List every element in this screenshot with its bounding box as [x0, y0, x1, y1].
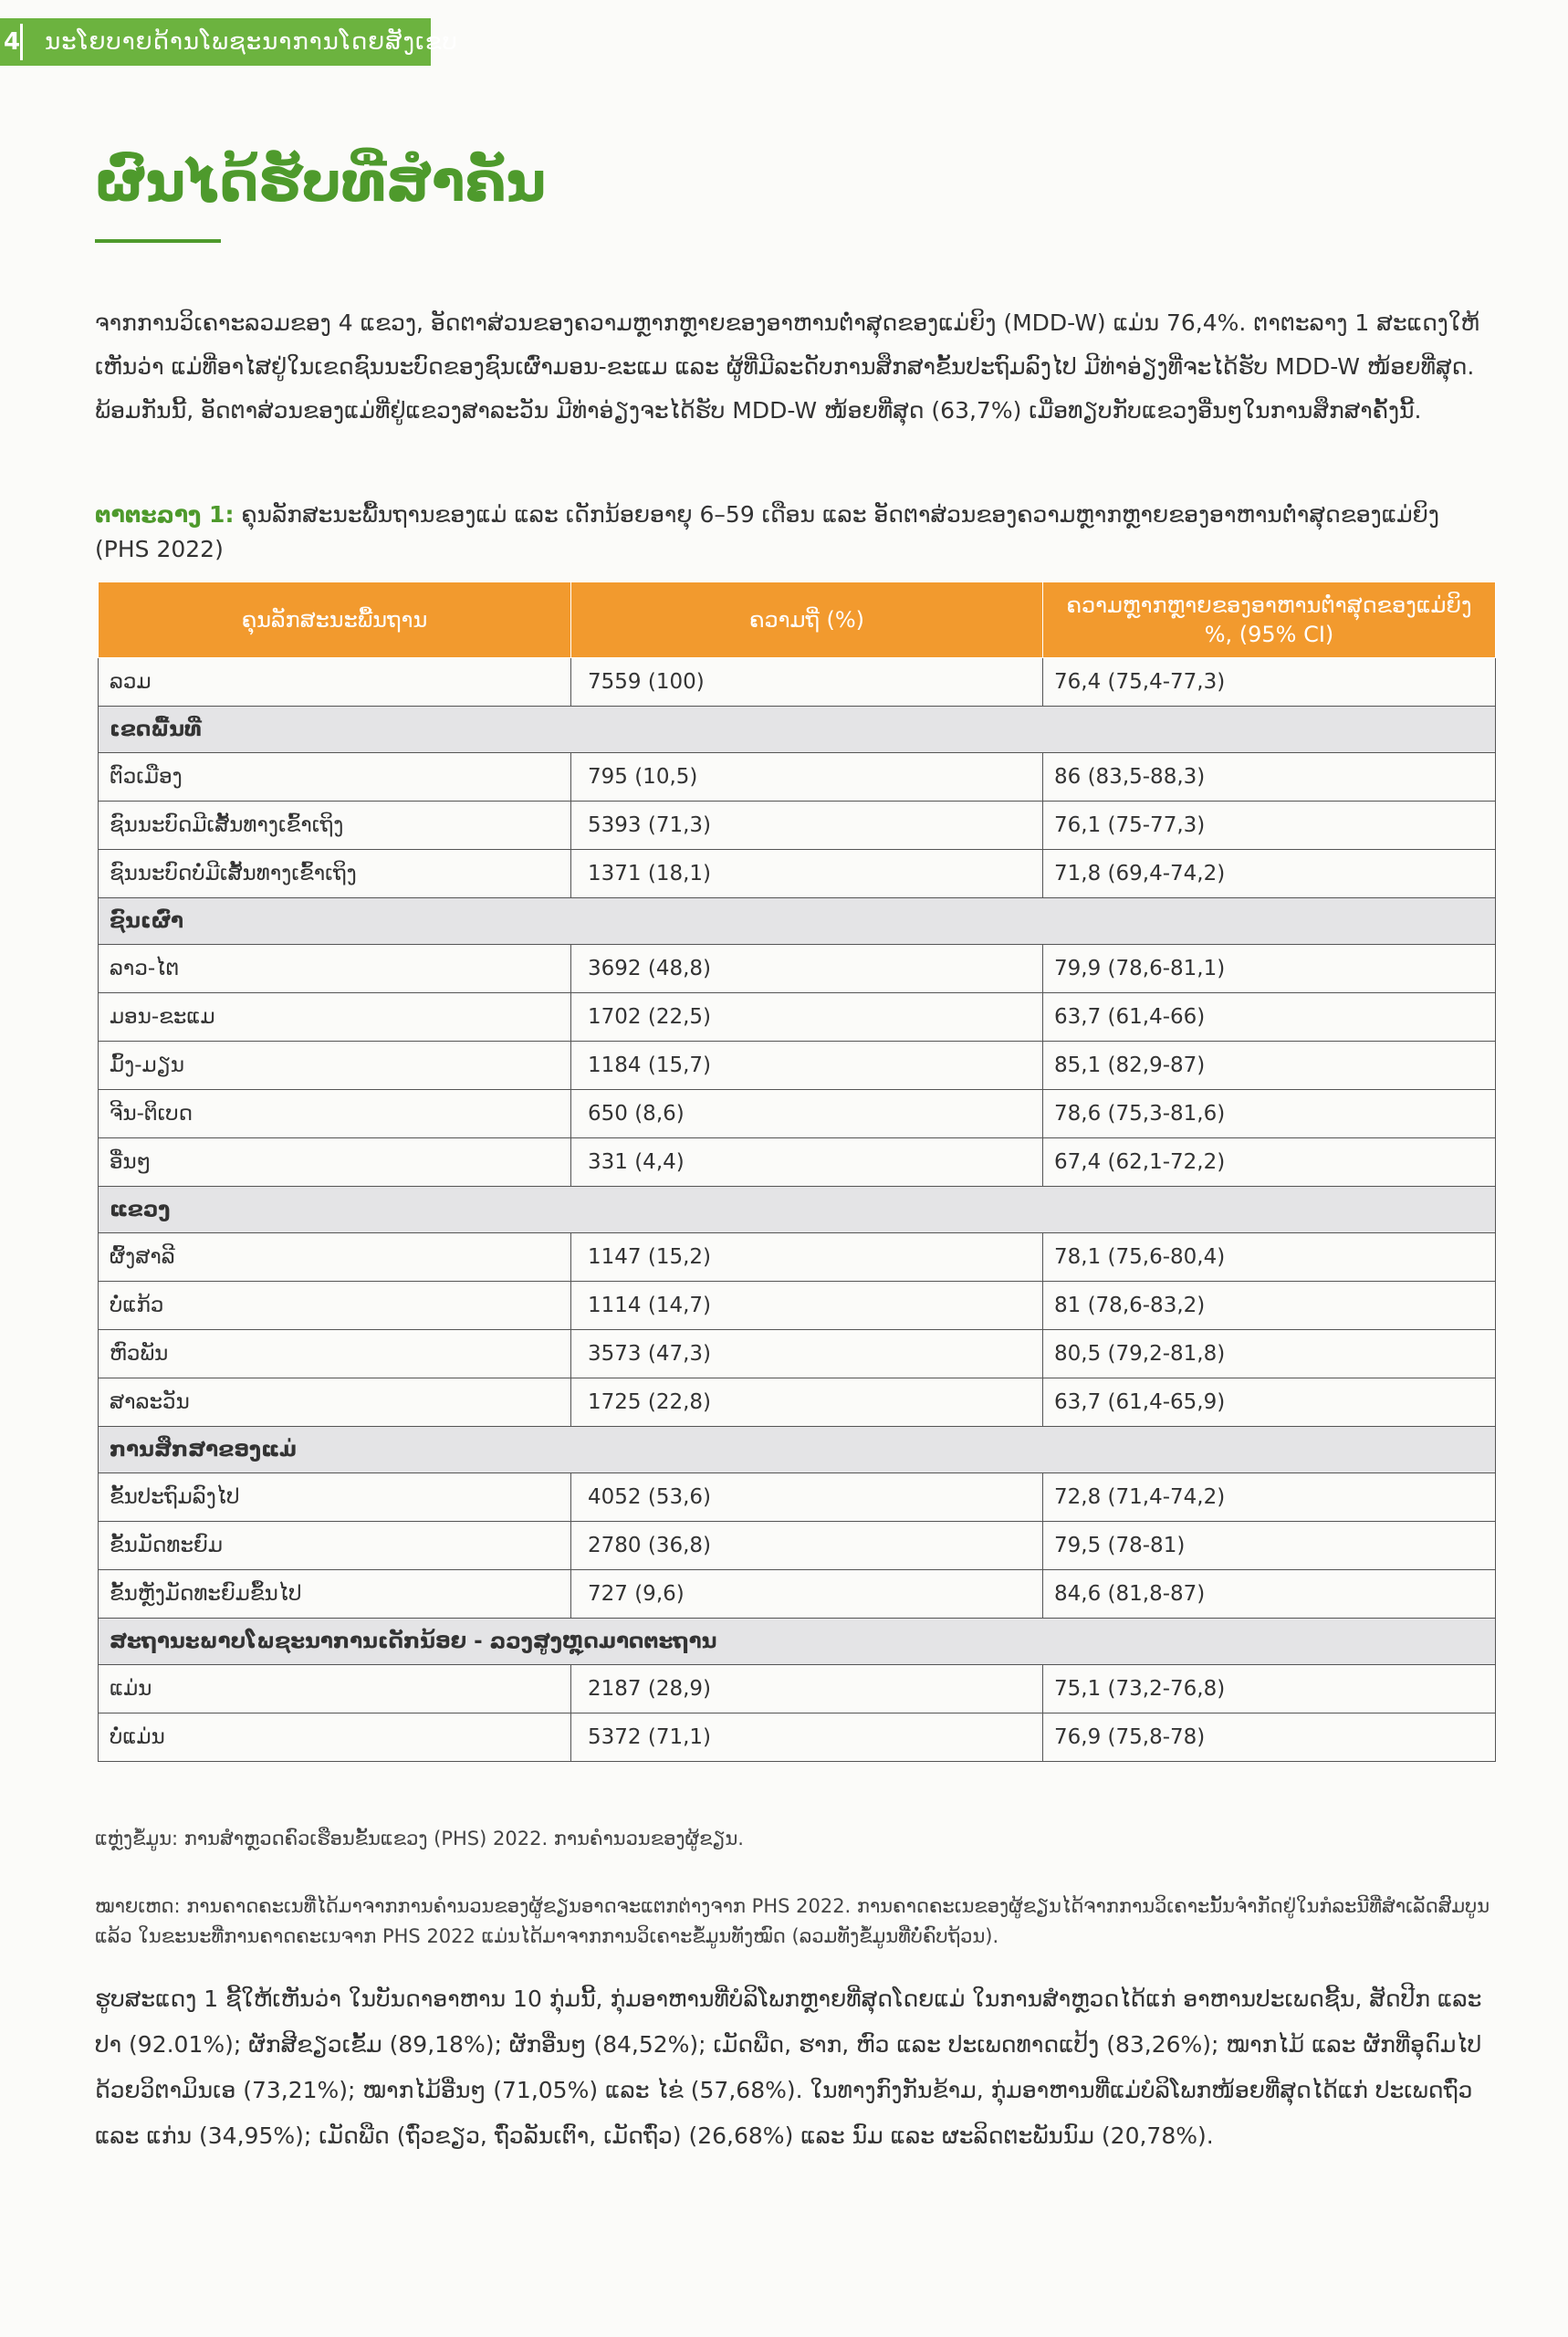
cell-mddw: 72,8 (71,4-74,2): [1043, 1473, 1496, 1522]
cell-characteristic: ຊົນນະບົດມີເສັ້ນທາງເຂົ້າເຖິງ: [99, 802, 571, 850]
cell-characteristic: ມົ້ງ-ມຽນ: [99, 1042, 571, 1090]
cell-mddw: 76,9 (75,8-78): [1043, 1713, 1496, 1762]
body-paragraph-2: ຮູບສະແດງ 1 ຊີ້ໃຫ້ເຫັນວ່າ ໃນບັນດາອາຫານ 10 ກຸ່ມນີ້, ກຸ່ມອາຫານທີ່ບໍລິໂພກຫຼາຍທີ່ສຸດໂດຍແມ່ ໃນການສຳຫຼວດໄດ້ແກ່ ອາຫານປະເພດຊີ້ນ, ສັດປີກ ແລະ ປາ (92.01%); ຜັກສີຂຽວເຂັ້ມ (89,18%); ຜັກອື່ນໆ (84,52%); ເມັດພືດ, ຮາກ, ຫົວ ແລະ ປະເພດທາດແປ້ງ (83,26%); ໝາກໄມ້ ແລະ ຜັກທີ່ອຸດົມໄປດ້ວຍວິຕາມິນເອ (73,21%); ໝາກໄມ້ອື່ນໆ (71,05%) ແລະ ໄຂ່ (57,68%). ໃນທາງກົງກັນຂ້າມ, ກຸ່ມອາຫານທີ່ແມ່ບໍລິໂພກໜ້ອຍທີ່ສຸດໄດ້ແກ່ ປະເພດຖົ່ວ ແລະ ແກ່ນ (34,95%); ເມັດພືດ (ຖົ່ວຂຽວ, ຖົ່ວລັນເຕົາ, ເມັດຖົ່ວ) (26,68%) ແລະ ນົມ ແລະ ຜະລິດຕະພັນນົມ (20,78%).: [95, 1986, 1482, 2149]
table-caption-label: ຕາຕະລາງ 1:: [95, 501, 235, 528]
cell-characteristic: ບໍ່ແກ້ວ: [99, 1282, 571, 1330]
cell-frequency: 5372 (71,1): [571, 1713, 1043, 1762]
title-underline: [95, 239, 221, 243]
cell-characteristic: ສາລະວັນ: [99, 1378, 571, 1427]
cell-mddw: 76,1 (75-77,3): [1043, 802, 1496, 850]
table-section-row: [99, 1619, 1496, 1665]
table-row: [99, 1233, 1496, 1282]
table-section-row: [99, 898, 1496, 945]
table-row: [99, 945, 1496, 993]
cell-frequency: 7559 (100): [571, 658, 1043, 707]
table-section-row: [99, 1187, 1496, 1233]
table-row: [99, 802, 1496, 850]
data-table: [98, 582, 1496, 1762]
cell-mddw: 76,4 (75,4-77,3): [1043, 658, 1496, 707]
cell-frequency: 4052 (53,6): [571, 1473, 1043, 1522]
cell-characteristic: ແມ່ນ: [99, 1665, 571, 1713]
table-row: [99, 1282, 1496, 1330]
intro-paragraph: ຈາກການວິເຄາະລວມຂອງ 4 ແຂວງ, ອັດຕາສ່ວນຂອງຄວາມຫຼາກຫຼາຍຂອງອາຫານຕ່ຳສຸດຂອງແມ່ຍິງ (MDD-W) ແມ່ນ 76,4%. ຕາຕະລາງ 1 ສະແດງໃຫ້ເຫັນວ່າ ແມ່ທີ່ອາໄສຢູ່ໃນເຂດຊົນນະບົດຂອງຊົນເຜົ່າມອນ-ຂະແມ ແລະ ຜູ້ທີ່ມີລະດັບການສຶກສາຂັ້ນປະຖົມລົງໄປ ມີທ່າອ່ຽງທີ່ຈະໄດ້ຮັບ MDD-W ໜ້ອຍທີ່ສຸດ. ພ້ອມກັນນີ້, ອັດຕາສ່ວນຂອງແມ່ທີ່ຢູ່ແຂວງສາລະວັນ ມີທ່າອ່ຽງຈະໄດ້ຮັບ MDD-W ໜ້ອຍທີ່ສຸດ (63,7%) ເມື່ອທຽບກັບແຂວງອື່ນໆໃນການສຶກສາຄັ້ງນີ້.: [95, 309, 1480, 424]
cell-characteristic: ລາວ-ໄຕ: [99, 945, 571, 993]
cell-frequency: 3692 (48,8): [571, 945, 1043, 993]
cell-frequency: 1114 (14,7): [571, 1282, 1043, 1330]
cell-mddw: 67,4 (62,1-72,2): [1043, 1138, 1496, 1187]
cell-frequency: 3573 (47,3): [571, 1330, 1043, 1378]
col-header-frequency: ຄວາມຖີ່ (%): [571, 582, 1043, 658]
page-title: ຜົນໄດ້ຮັບທີ່ສຳຄັນ: [95, 151, 547, 215]
cell-characteristic: ຫົວພັນ: [99, 1330, 571, 1378]
cell-frequency: 5393 (71,3): [571, 802, 1043, 850]
cell-mddw: 85,1 (82,9-87): [1043, 1042, 1496, 1090]
cell-characteristic: ລວມ: [99, 658, 571, 707]
cell-characteristic: ຜົ້ງສາລີ: [99, 1233, 571, 1282]
table-row: [99, 1522, 1496, 1570]
table-body: [99, 658, 1496, 1762]
cell-mddw: 63,7 (61,4-65,9): [1043, 1378, 1496, 1427]
cell-mddw: 78,1 (75,6-80,4): [1043, 1233, 1496, 1282]
cell-frequency: 331 (4,4): [571, 1138, 1043, 1187]
cell-mddw: 78,6 (75,3-81,6): [1043, 1090, 1496, 1138]
section-label: ແຂວງ: [99, 1187, 1496, 1233]
cell-mddw: 86 (83,5-88,3): [1043, 753, 1496, 802]
section-label: ການສຶກສາຂອງແມ່: [99, 1427, 1496, 1473]
cell-mddw: 79,9 (78,6-81,1): [1043, 945, 1496, 993]
section-label: ຊົນເຜົ່າ: [99, 898, 1496, 945]
table-row: [99, 658, 1496, 707]
table-row: [99, 1473, 1496, 1522]
col-header-characteristic: ຄຸນລັກສະນະພື້ນຖານ: [99, 582, 571, 658]
table-row: [99, 993, 1496, 1042]
section-label: ເຂດພື້ນທີ່: [99, 707, 1496, 753]
cell-frequency: 650 (8,6): [571, 1090, 1043, 1138]
cell-frequency: 795 (10,5): [571, 753, 1043, 802]
cell-frequency: 1147 (15,2): [571, 1233, 1043, 1282]
table-section-row: [99, 707, 1496, 753]
table-caption-text: ຄຸນລັກສະນະພື້ນຖານຂອງແມ່ ແລະ ເດັກນ້ອຍອາຍຸ 6–59 ເດືອນ ແລະ ອັດຕາສ່ວນຂອງຄວາມຫຼາກຫຼາຍຂອງອາຫານຕ່ຳສຸດຂອງແມ່ຍິງ (PHS 2022): [95, 501, 1439, 562]
cell-characteristic: ຕົວເມືອງ: [99, 753, 571, 802]
table-row: [99, 1330, 1496, 1378]
table-section-row: [99, 1427, 1496, 1473]
cell-characteristic: ມອນ-ຂະແມ: [99, 993, 571, 1042]
page-number: 4: [4, 24, 23, 60]
cell-frequency: 1725 (22,8): [571, 1378, 1043, 1427]
cell-frequency: 2780 (36,8): [571, 1522, 1043, 1570]
table-header-row: [99, 582, 1496, 658]
table-row: [99, 1713, 1496, 1762]
footnote: ໝາຍເຫດ: ການຄາດຄະເນທີ່ໄດ້ມາຈາກການຄຳນວນຂອງຜູ້ຂຽນອາດຈະແຕກຕ່າງຈາກ PHS 2022. ການຄາດຄະເນຂອງຜູ້ຂຽນໄດ້ຈາກການວິເຄາະນັ້ນຈຳກັດຢູ່ໃນກໍລະນີທີ່ສຳເລັດສົມບູນແລ້ວ ໃນຂະນະທີ່ການຄາດຄະເນຈາກ PHS 2022 ແມ່ນໄດ້ມາຈາກການວິເຄາະຂໍ້ມູນທັງໝົດ (ລວມທັງຂໍ້ມູນທີ່ບໍ່ຄົບຖ້ວນ).: [95, 1895, 1490, 1947]
cell-characteristic: ບໍ່ແມ່ນ: [99, 1713, 571, 1762]
cell-frequency: 727 (9,6): [571, 1570, 1043, 1619]
cell-characteristic: ອື່ນໆ: [99, 1138, 571, 1187]
table-row: [99, 1665, 1496, 1713]
col-header-mddw: ຄວາມຫຼາກຫຼາຍຂອງອາຫານຕ່ຳສຸດຂອງແມ່ຍິງ %, (95% CI): [1043, 582, 1496, 658]
cell-frequency: 1371 (18,1): [571, 850, 1043, 898]
source-note: ແຫຼ່ງຂໍ້ມູນ: ການສຳຫຼວດຄົວເຮືອນຂັ້ນແຂວງ (PHS) 2022. ການຄຳນວນຂອງຜູ້ຂຽນ.: [95, 1828, 744, 1850]
cell-mddw: 75,1 (73,2-76,8): [1043, 1665, 1496, 1713]
cell-mddw: 80,5 (79,2-81,8): [1043, 1330, 1496, 1378]
cell-mddw: 71,8 (69,4-74,2): [1043, 850, 1496, 898]
section-title: ນະໂຍບາຍດ້ານໂພຊະນາການໂດຍສັງເຂບ: [45, 28, 458, 56]
cell-mddw: 81 (78,6-83,2): [1043, 1282, 1496, 1330]
table-row: [99, 1042, 1496, 1090]
cell-mddw: 63,7 (61,4-66): [1043, 993, 1496, 1042]
cell-frequency: 1702 (22,5): [571, 993, 1043, 1042]
cell-characteristic: ຂັ້ນຫຼັງມັດທະຍົມຂຶ້ນໄປ: [99, 1570, 571, 1619]
cell-characteristic: ຈີນ-ຕິເບດ: [99, 1090, 571, 1138]
cell-characteristic: ຂັ້ນປະຖົມລົງໄປ: [99, 1473, 571, 1522]
cell-characteristic: ຂັ້ນມັດທະຍົມ: [99, 1522, 571, 1570]
cell-mddw: 84,6 (81,8-87): [1043, 1570, 1496, 1619]
cell-characteristic: ຊົນນະບົດບໍ່ມີເສັ້ນທາງເຂົ້າເຖິງ: [99, 850, 571, 898]
table-caption: [95, 498, 1500, 567]
header-bar: [0, 18, 458, 66]
table-row: [99, 1378, 1496, 1427]
table-row: [99, 1090, 1496, 1138]
cell-mddw: 79,5 (78-81): [1043, 1522, 1496, 1570]
table-row: [99, 753, 1496, 802]
table-row: [99, 1570, 1496, 1619]
cell-frequency: 1184 (15,7): [571, 1042, 1043, 1090]
cell-frequency: 2187 (28,9): [571, 1665, 1043, 1713]
section-label: ສະຖານະພາບໂພຊະນາການເດັກນ້ອຍ - ລວງສູງຫຼຸດມາດຕະຖານ: [99, 1619, 1496, 1665]
table-row: [99, 850, 1496, 898]
table-row: [99, 1138, 1496, 1187]
